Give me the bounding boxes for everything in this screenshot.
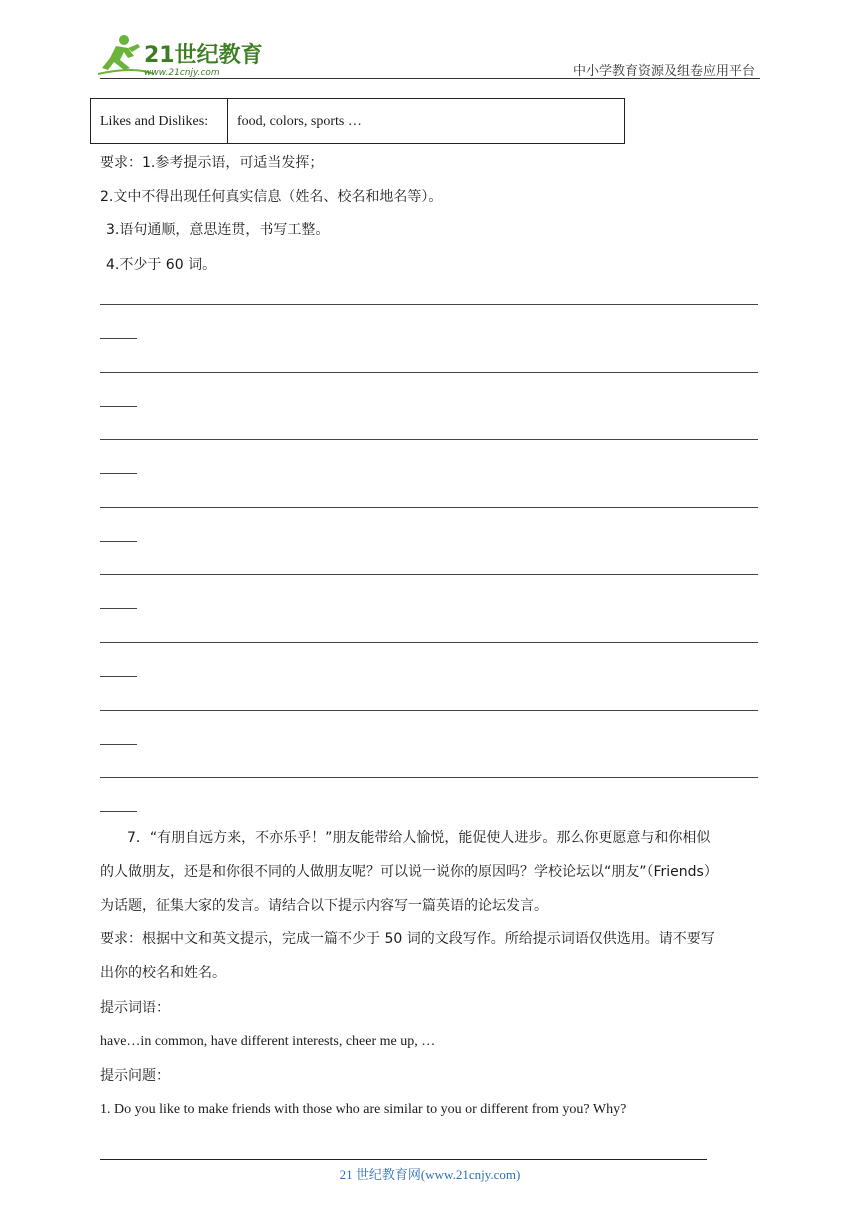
logo-url: www.21cnjy.com <box>144 68 220 78</box>
info-table <box>90 98 625 144</box>
writing-line-end[interactable] <box>100 676 137 677</box>
footer-divider <box>100 1159 707 1160</box>
writing-line-end[interactable] <box>100 811 137 812</box>
hint-words-label: 提示词语： <box>100 1000 170 1016</box>
requirement-4: 4.不少于 60 词。 <box>106 257 217 273</box>
footer-site-link[interactable]: 21 世纪教育网(www.21cnjy.com) <box>339 1167 521 1182</box>
table-label-cell: Likes and Dislikes: <box>91 99 228 143</box>
site-logo <box>94 30 264 80</box>
writing-line-end[interactable] <box>100 473 137 474</box>
writing-line[interactable] <box>100 372 758 373</box>
writing-line-end[interactable] <box>100 744 137 745</box>
hint-question-1: 1. Do you like to make friends with those who are similar to you or different from you? Why? <box>100 1102 627 1117</box>
question-7-line-3: 为话题，征集大家的发言。请结合以下提示内容写一篇英语的论坛发言。 <box>100 898 548 914</box>
writing-line[interactable] <box>100 439 758 440</box>
site-name: 中小学教育资源及组卷应用平台 <box>572 64 755 79</box>
header-divider <box>100 78 760 79</box>
table-value-cell: food, colors, sports … <box>237 114 362 129</box>
requirement-2: 2.文中不得出现任何真实信息（姓名、校名和地名等）。 <box>100 189 443 205</box>
hint-questions-label: 提示问题： <box>100 1068 170 1084</box>
writing-line[interactable] <box>100 304 758 305</box>
writing-line[interactable] <box>100 574 758 575</box>
writing-line[interactable] <box>100 777 758 778</box>
writing-line[interactable] <box>100 710 758 711</box>
writing-line-end[interactable] <box>100 406 137 407</box>
hint-words: have…in common, have different interests, cheer me up, … <box>100 1034 436 1049</box>
writing-line-end[interactable] <box>100 608 137 609</box>
question-7-line-2: 的人做朋友，还是和你很不同的人做朋友呢？可以说一说你的原因吗？学校论坛以“朋友”（Friends） <box>100 864 718 880</box>
writing-line[interactable] <box>100 642 758 643</box>
logo-text: 21世纪教育 <box>144 43 263 68</box>
writing-line-end[interactable] <box>100 338 137 339</box>
question-7-line-1: 7．“有朋自远方来，不亦乐乎！”朋友能带给人愉悦，能促使人进步。那么你更愿意与和你相似 <box>127 830 711 846</box>
question-7-requirement-1: 要求：根据中文和英文提示，完成一篇不少于 50 词的文段写作。所给提示词语仅供选用。请不要写 <box>100 931 715 947</box>
question-7-requirement-2: 出你的校名和姓名。 <box>100 965 226 981</box>
writing-line[interactable] <box>100 507 758 508</box>
requirement-1: 要求：1.参考提示语，可适当发挥； <box>100 155 324 171</box>
requirement-3: 3.语句通顺，意思连贯，书写工整。 <box>106 222 330 238</box>
writing-line-end[interactable] <box>100 541 137 542</box>
